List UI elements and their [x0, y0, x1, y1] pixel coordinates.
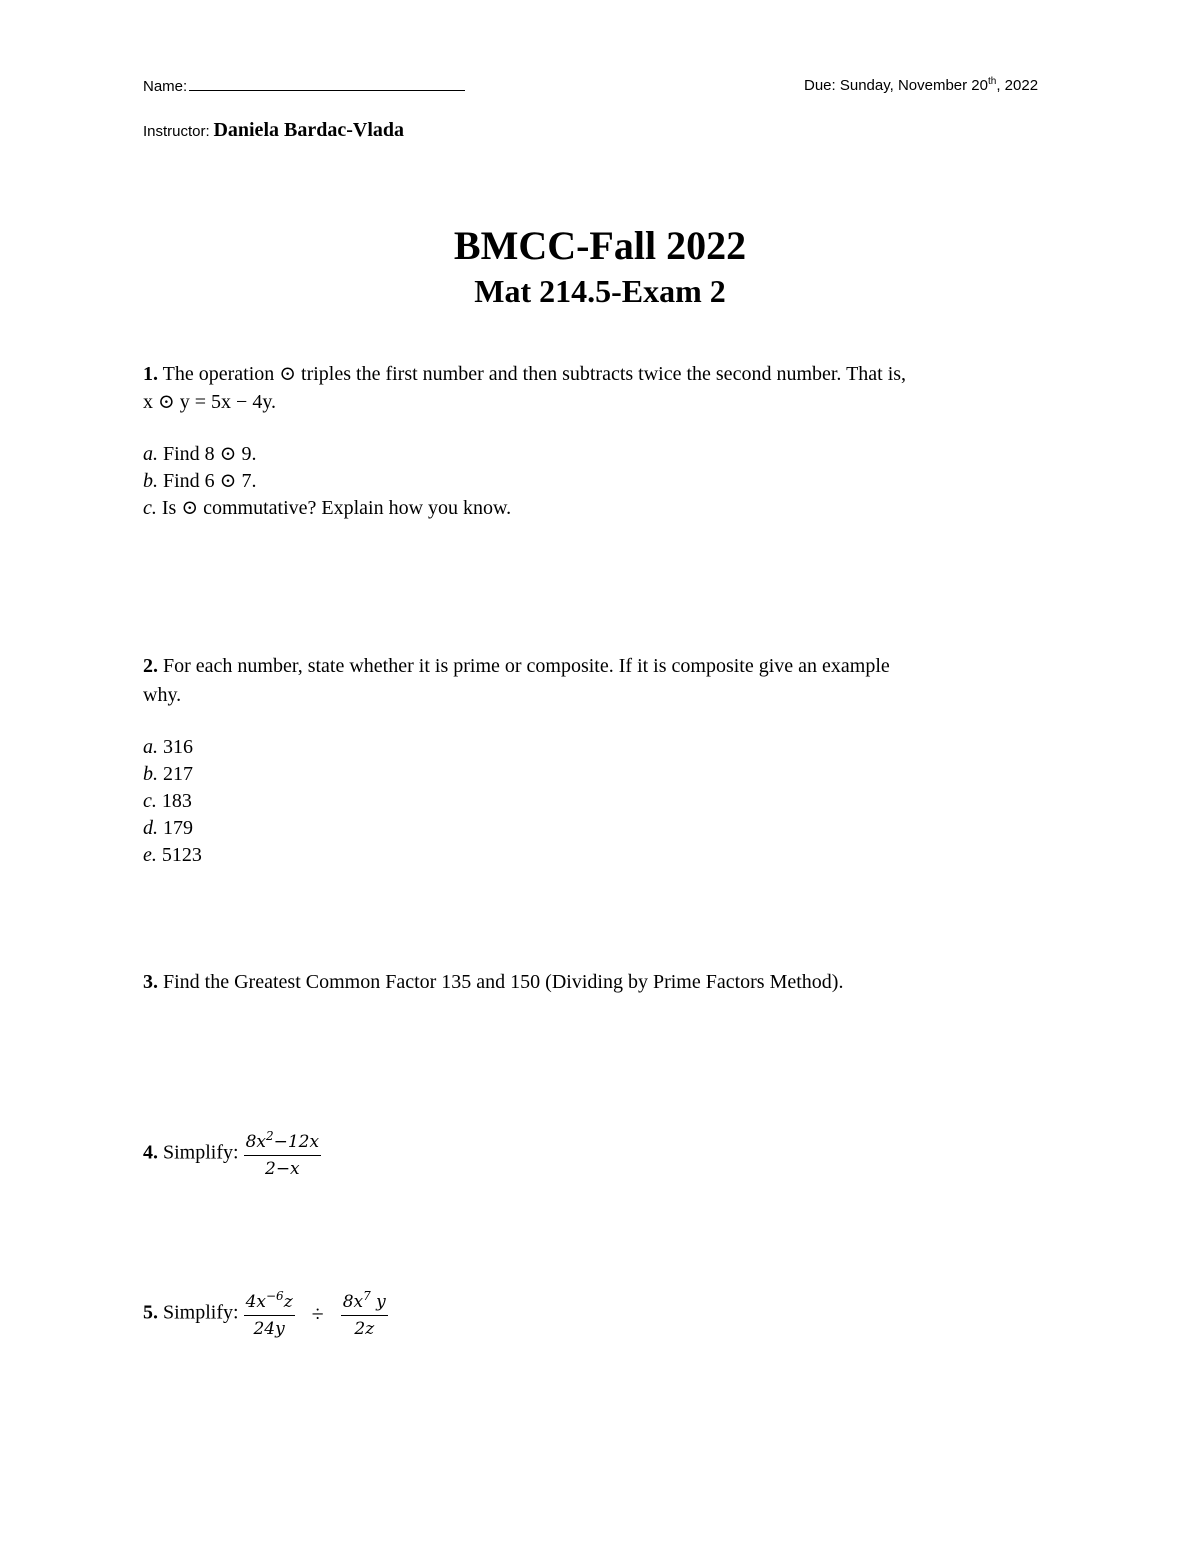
- question-5: [143, 1290, 388, 1338]
- part-text: 217: [163, 763, 193, 785]
- question-text: For each number, state whether it is prime or composite. If it is composite give an example: [163, 655, 890, 677]
- fraction-denominator: 2−x: [265, 1159, 300, 1179]
- instructor-label: Instructor:: [143, 123, 210, 140]
- due-date: [804, 76, 1038, 94]
- question-label: Simplify:: [163, 1301, 239, 1324]
- part-text: Find 8 ⊙ 9.: [163, 443, 257, 465]
- question-1-part-c: [143, 495, 511, 520]
- part-label: c.: [143, 790, 157, 812]
- question-1-formula: x ⊙ y = 5x − 4y.: [143, 391, 277, 413]
- question-1-part-b: [143, 468, 256, 493]
- part-text: 179: [163, 817, 193, 839]
- part-text: 316: [163, 736, 193, 758]
- exam-title: BMCC-Fall 2022: [453, 223, 747, 268]
- division-operator: ÷: [311, 1301, 324, 1326]
- instructor-name: Daniela Bardac-Vlada: [213, 119, 404, 141]
- question-2-part-e: [143, 844, 202, 867]
- part-text: 183: [161, 790, 192, 812]
- question-1: [143, 361, 906, 386]
- question-text: Find the Greatest Common Factor 135 and 150 (Dividing by Prime Factors Method).: [163, 971, 844, 993]
- question-1-part-a: [143, 441, 256, 466]
- question-number: 4.: [143, 1141, 158, 1164]
- part-label: c.: [143, 497, 157, 519]
- question-3: [143, 971, 843, 994]
- question-number: 1.: [143, 363, 158, 385]
- fraction-denominator: 24y: [253, 1319, 285, 1339]
- question-2-part-c: [143, 790, 192, 813]
- question-text: The operation ⊙ triples the first number and then subtracts twice the second number. That is,: [162, 363, 907, 385]
- question-2-part-b: [143, 763, 193, 786]
- part-label: d.: [143, 817, 158, 839]
- fraction-expression: [244, 1130, 322, 1178]
- part-text: Find 6 ⊙ 7.: [163, 470, 257, 492]
- question-4: [143, 1130, 321, 1178]
- name-blank-line: [189, 76, 465, 91]
- part-text: 5123: [161, 844, 202, 866]
- name-label: Name:: [143, 78, 188, 95]
- fraction-numerator: $4x^{-6}z$: [244, 1290, 295, 1316]
- fraction-numerator: $8x^7$ y: [341, 1290, 388, 1316]
- exam-subtitle: Mat 214.5-Exam 2: [474, 273, 726, 309]
- fraction-expression-2: [341, 1290, 388, 1338]
- due-date-year: , 2022: [996, 77, 1039, 94]
- part-text: Is ⊙ commutative? Explain how you know.: [161, 497, 512, 519]
- part-label: b.: [143, 763, 158, 785]
- question-2-text-cont: why.: [143, 684, 182, 706]
- part-label: a.: [143, 443, 158, 465]
- fraction-denominator: 2z: [354, 1319, 375, 1339]
- part-label: e.: [143, 844, 157, 866]
- question-number: 3.: [143, 971, 158, 993]
- question-2-part-d: [143, 817, 193, 840]
- question-number: 5.: [143, 1301, 158, 1324]
- due-date-sup: th: [988, 76, 997, 87]
- name-field: [143, 76, 465, 95]
- question-2-part-a: [143, 736, 193, 759]
- part-label: b.: [143, 470, 158, 492]
- instructor-line: [143, 119, 404, 142]
- question-number: 2.: [143, 655, 158, 677]
- part-label: a.: [143, 736, 158, 758]
- question-label: Simplify:: [163, 1141, 239, 1164]
- fraction-expression-1: [244, 1290, 295, 1338]
- fraction-numerator: $8x^2-12x$: [244, 1130, 322, 1156]
- question-2: [143, 655, 890, 678]
- due-date-text: Due: Sunday, November 20: [804, 77, 988, 94]
